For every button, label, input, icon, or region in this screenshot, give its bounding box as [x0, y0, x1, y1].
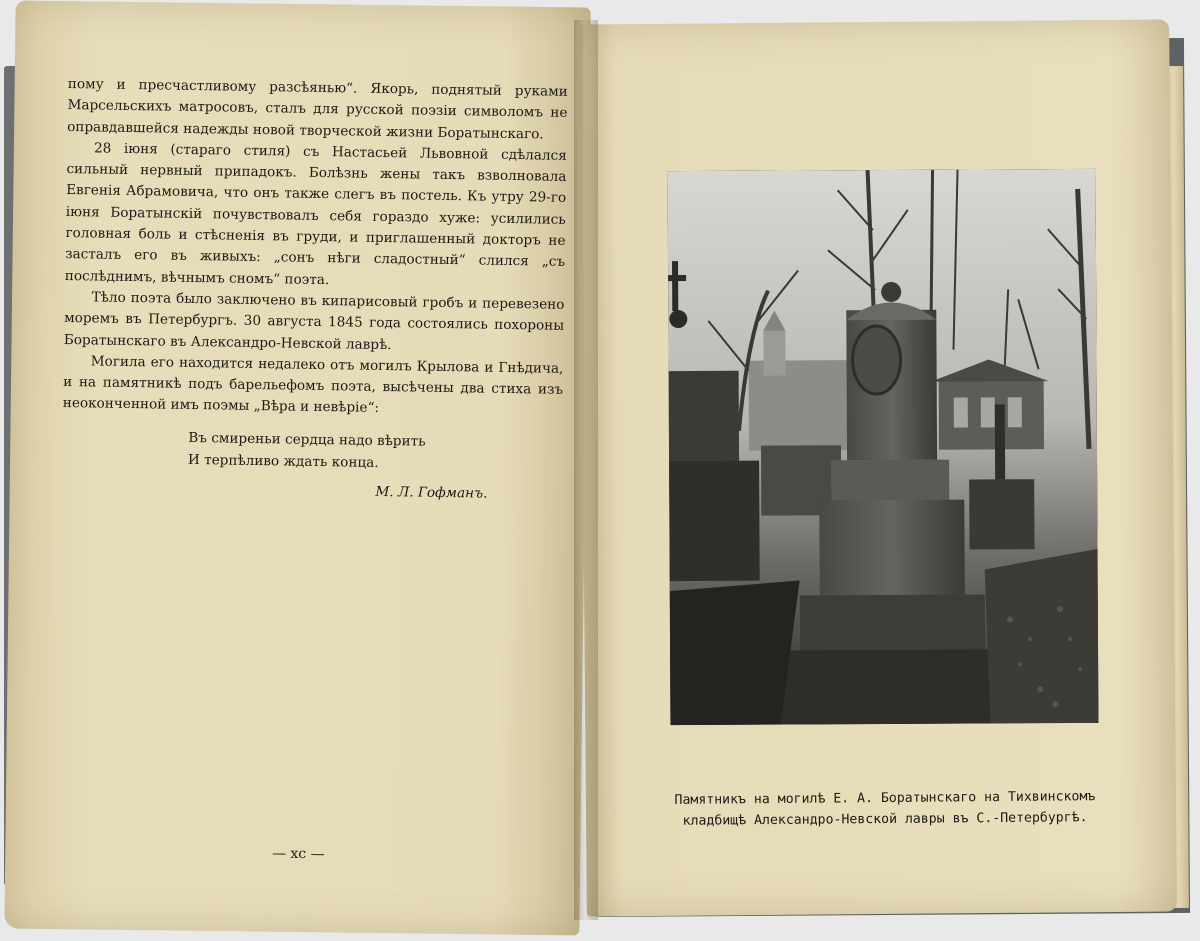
verse-quote — [62, 425, 563, 477]
caption-line: кладбищѣ Александро-Невской лавры въ С.-Петербургѣ. — [682, 810, 1088, 829]
paragraph: пому и пресчастливому разсѣянью“. Якорь, поднятый руками Марсельскихъ матросовъ, сталъ для русской поэзіи символомъ не оправдавшейся надежды новой творческой жизни Боратынскаго. — [67, 75, 568, 143]
caption-line: Памятникъ на могилѣ Е. А. Боратынскаго на Тихвинскомъ — [674, 789, 1096, 808]
paragraph: Тѣло поэта было заключено въ кипарисовый гробъ и перевезено моремъ въ Петербургъ. 30 августа 1845 года состоялись похороны Боратынскаго въ Александро-Невской лаврѣ. — [63, 289, 565, 353]
verse-line: И терпѣливо ждать конца. — [187, 451, 379, 471]
verse-line: Въ смиреньи сердца надо вѣрить — [188, 429, 426, 450]
page-number: — хс — — [271, 845, 325, 863]
paragraph: 28 іюня (стараго стиля) съ Настасьей Львовной сдѣлался сильный нервный припадокъ. Болѣзнь жены такъ взволновала Евгенія Абрамовича, что онъ также слегъ въ постель. Къ утру 29-го іюня Боратынскій почувствовалъ себя гораздо хуже: усилились головная боль и стѣсненія въ груди, и приглашенный докторъ не засталъ его въ живыхъ: „сонъ нѣги сладостный“ слился „съ послѣднимъ, вѣчнымъ сномъ“ поэта. — [64, 140, 567, 288]
left-page-text — [61, 74, 568, 506]
book-gutter — [574, 20, 598, 920]
paragraph: Могила его находится недалеко отъ могилъ Крылова и Гнѣдича, и на памятникѣ подъ барельефомъ поэта, высѣчены два стиха изъ неоконченной имъ поэмы „Вѣра и невѣріе“: — [62, 353, 564, 417]
author-signature: М. Л. Гофманъ. — [375, 483, 488, 502]
cemetery-photograph — [668, 169, 1099, 725]
photo-caption — [615, 786, 1155, 833]
monument-photo-image — [668, 169, 1099, 725]
